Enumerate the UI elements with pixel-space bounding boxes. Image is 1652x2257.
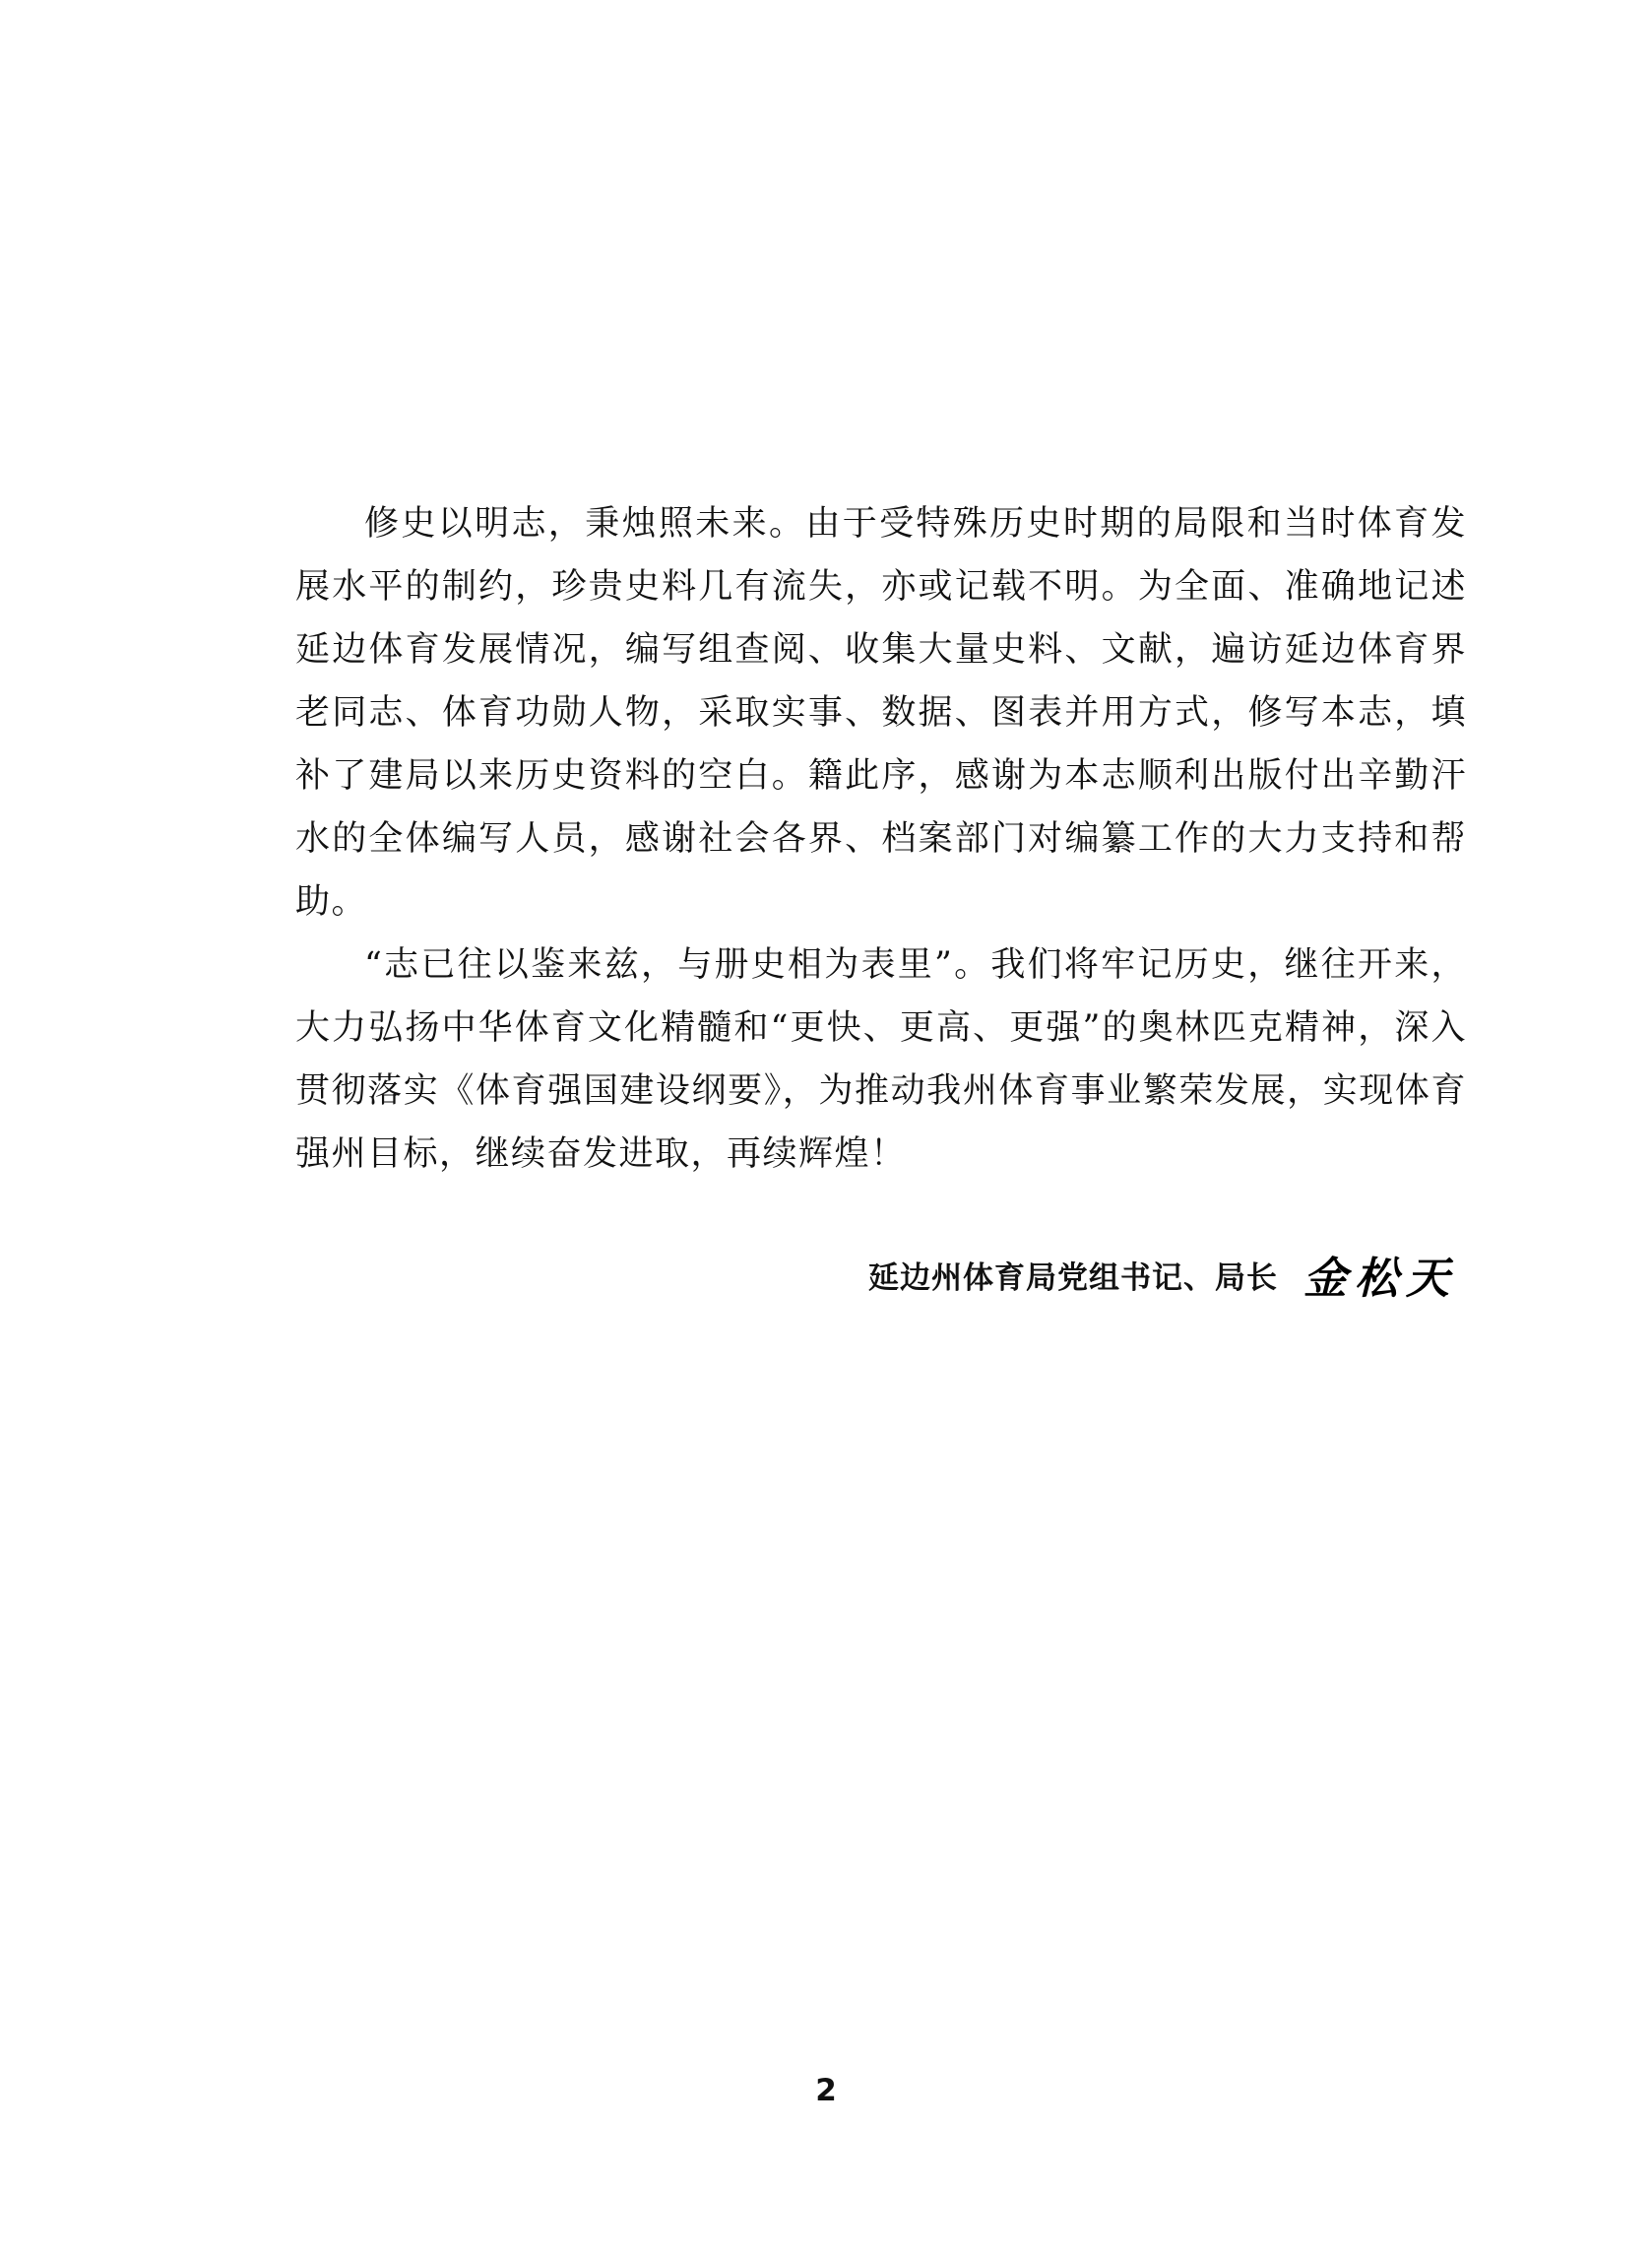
signature-title: 延边州体育局党组书记、局长 (868, 1259, 1278, 1296)
paragraph-1: 修史以明志，秉烛照未来。由于受特殊历史时期的局限和当时体育发展水平的制约，珍贵史料几有流失，亦或记载不明。为全面、准确地记述延边体育发展情况，编写组查阅、收集大量史料、文献，遍访延边体育界老同志、体育功勋人物，采取实事、数据、图表并用方式，修写本志，填补了建局以来历史资料的空白。籍此序，感谢为本志顺利出版付出辛勤汗水的全体编写人员，感谢社会各界、档案部门对编纂工作的大力支持和帮助。 (295, 504, 1467, 922)
body-text (295, 492, 1467, 1186)
signature-block (807, 1243, 1457, 1306)
paragraph-2: “志已往以鉴来兹，与册史相为表里”。我们将牢记历史，继往开来，大力弘扬中华体育文化精髓和“更快、更高、更强”的奥林匹克精神，深入贯彻落实《体育强国建设纲要》，为推动我州体育事业繁荣发展，实现体育强州目标，继续奋发进取，再续辉煌！ (295, 945, 1467, 1174)
signature-handwritten-name: 金松天 (1303, 1254, 1457, 1304)
page-number: 2 (815, 2073, 837, 2108)
